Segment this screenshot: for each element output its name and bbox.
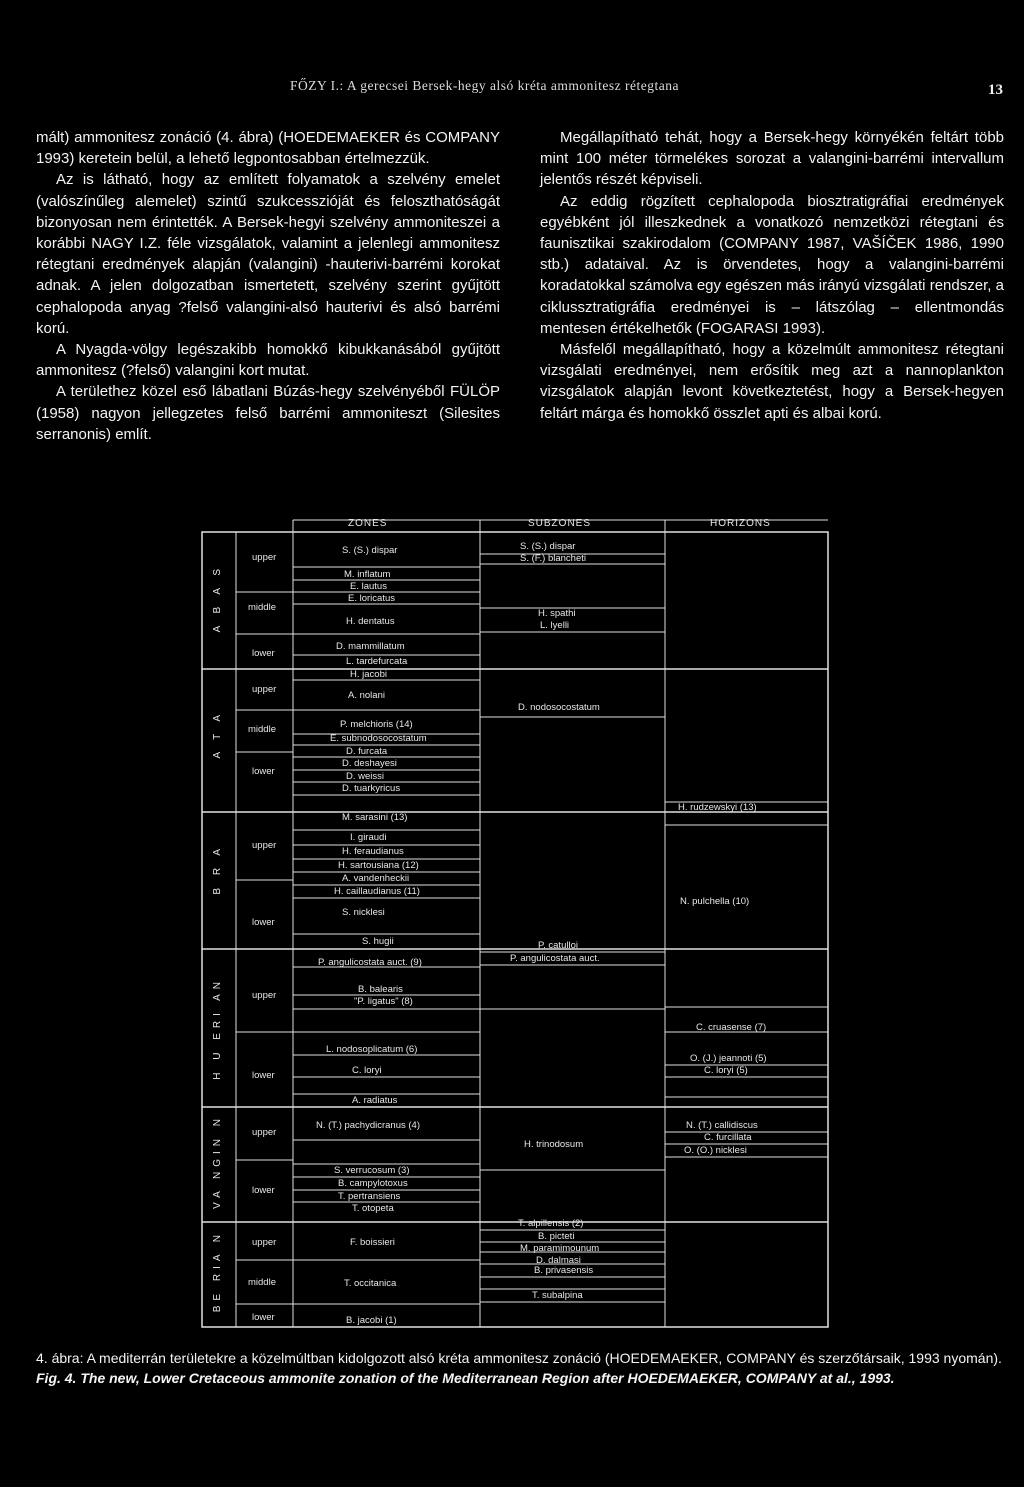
zone-label: D. furcata [346,746,388,757]
horizon-label: O. (O.) nicklesi [684,1145,747,1156]
paragraph: A Nyagda-völgy legészakibb homokkő kibukkanásából gyűjtött ammonitesz (?felső) valangini kort mutat. [36,341,500,380]
substage-label: upper [252,684,277,695]
paragraph: Megállapítható tehát, hogy a Bersek-hegy környékén feltárt több mint 100 méter törmelékes sorozat a valangini-barrémi intervallum jelentős részét képviseli. [540,129,1004,189]
column-header-horizons: HORIZONS [710,518,771,529]
zone-label: H. jacobi [350,669,387,680]
paragraph: A területhez közel eső lábatlani Búzás-hegy szelvényéből FÜLÖP (1958) nagyon jellegzetes felső barrémi ammoniteszt (Silesites serranonis) említ. [36,383,500,443]
stage-label: H U ERI AN [212,977,223,1080]
zone-label: L. tardefurcata [346,656,408,667]
substage-label: lower [252,917,275,928]
subzone-label: T. subalpina [532,1290,583,1301]
horizon-label: H. rudzewskyi (13) [678,802,757,813]
zone-label: F. boissieri [350,1237,395,1248]
subzone-label: D. nodosocostatum [518,702,600,713]
substage-label: lower [252,766,275,777]
substage-label: upper [252,990,277,1001]
paragraph: Az is látható, hogy az említett folyamatok a szelvény emelet (valószínűleg alemelet) szintű szukcesszióját és feloszthatóságát bizonyosan nem érintették. A Bersek-hegyi szelvény ammoniteszei a korábbi NAGY I.Z. féle vizsgálatok, valamint a jelenlegi ammonitesz rétegtani eredmények alapján (valangini) -hauterivi-barrémi korokat adnak. A jelen dolgozatban ismertetett, szelvény szerint gyűjtött cephalopoda anyag ?felső valangini-alsó hauterivi és alsó barrémi korú. [36,171,500,337]
column-header-zones: ZONES [348,518,388,529]
stage-label: BE RIA N [212,1230,223,1313]
subzone-label: P. catulloi [538,940,578,951]
caption-hungarian: 4. ábra: A mediterrán területekre a közelmúltban kidolgozott alsó kréta ammonitesz zonáció (HOEDEMAEKER, COMPANY és szerzőtársaik, 1993 nyomán). [36,1350,1002,1366]
zone-label: H. dentatus [346,616,395,627]
zone-label: T. occitanica [344,1278,397,1289]
subzone-label: H. spathi [538,608,576,619]
zone-label: P. melchioris (14) [340,719,413,730]
zonation-grid [202,512,832,1332]
zone-label: S. (S.) dispar [342,545,398,556]
left-text-column [36,127,500,445]
zone-label: D. weissi [346,771,385,782]
subzone-label: B. picteti [538,1231,575,1242]
zone-label: A. vandenheckii [342,873,410,884]
substage-label: upper [252,1127,277,1138]
horizon-label: C. loryi (5) [704,1065,748,1076]
paragraph: Az eddig rögzített cephalopoda biosztratigráfiai eredmények egyébként jól illeszkednek a vonatkozó nemzetközi rétegtani és faunisztikai szakirodalom (COMPANY 1987, VAŠÍČEK 1986, 1990 stb.) adataival. Az is örvendetes, hogy a valangini-barrémi koradatokkal számolva egy egészen más irányú vizsgálati rendszer, a ciklussztratigráfia eredményei is – látszólag – ellentmondás mentesen értékelhetők (FOGARASI 1993). [540,192,1004,337]
subzone-label: S. (F.) blancheti [520,553,586,564]
stage-label: VA NGIN N [212,1114,223,1209]
subzone-label: H. trinodosum [524,1139,584,1150]
figure-caption [36,1348,1006,1388]
zone-label: D. tuarkyricus [342,783,401,794]
horizon-label: N. (T.) callidiscus [686,1120,758,1131]
zone-label: A. radiatus [352,1095,398,1106]
zone-label: M. sarasini (13) [342,812,408,823]
zone-label: "P. ligatus" (8) [354,996,413,1007]
subzone-label: D. dalmasi [536,1255,581,1266]
zone-label: D. deshayesi [342,758,397,769]
zone-label: H. sartousiana (12) [338,860,419,871]
subzone-label: M. paramimounum [520,1243,600,1254]
horizon-label: C. furcillata [704,1132,752,1143]
stage-label: B R A [212,844,223,895]
subzone-label: B. privasensis [534,1265,594,1276]
substage-label: upper [252,840,277,851]
zone-label: H. feraudianus [342,846,404,857]
zone-label: N. (T.) pachydicranus (4) [316,1120,421,1131]
right-text-column [540,127,1004,424]
zone-label: M. inflatum [344,569,391,580]
zone-label: A. nolani [348,690,385,701]
zone-label: B. balearis [358,984,403,995]
paragraph: Másfelől megállapítható, hogy a közelmúlt ammonitesz rétegtani vizsgálati eredményei, nem erősítik meg azt a nannoplankton vizsgálatok alapján levont következtetést, hogy a Bersek-hegyen feltárt márga és homokkő összlet apti és albai korú. [540,341,1004,422]
zone-label: S. verrucosum (3) [334,1165,410,1176]
horizon-label: N. pulchella (10) [680,896,750,907]
substage-label: middle [248,602,276,613]
substage-label: lower [252,648,275,659]
caption-english: Fig. 4. The new, Lower Cretaceous ammonite zonation of the Mediterranean Region after HOEDEMAEKER, COMPANY at al., 1993. [36,1370,895,1386]
zone-label: S. nicklesi [342,907,385,918]
horizon-label: O. (J.) jeannoti (5) [690,1053,767,1064]
stage-label: A B A S [212,564,223,633]
zone-label: L. nodosoplicatum (6) [326,1044,418,1055]
substage-label: lower [252,1185,275,1196]
zone-label: C. loryi [352,1065,382,1076]
zone-label: I. giraudi [350,832,387,843]
zone-label: E. subnodosocostatum [330,733,427,744]
substage-label: upper [252,1237,277,1248]
horizon-label: C. cruasense (7) [696,1022,767,1033]
zone-label: D. mammillatum [336,641,405,652]
running-header: FŐZY I.: A gerecsei Bersek-hegy alsó kréta ammonitesz rétegtana [290,78,679,93]
zonation-figure [202,512,832,1332]
column-header-subzones: SUBZONES [528,518,592,529]
zone-label: T. pertransiens [338,1191,401,1202]
subzone-label: L. lyelli [540,620,570,631]
subzone-label: T. alpillensis (2) [518,1218,584,1229]
substage-label: lower [252,1070,275,1081]
subzone-label: S. (S.) dispar [520,541,576,552]
zone-label: B. campylotoxus [338,1178,408,1189]
subzone-label: P. angulicostata auct. [510,953,600,964]
zone-label: S. hugii [362,936,394,947]
zone-label: P. angulicostata auct. (9) [318,957,422,968]
zone-label: E. lautus [350,581,387,592]
zone-label: B. jacobi (1) [346,1315,397,1326]
stage-label: A T A [212,710,223,759]
zone-label: T. otopeta [352,1203,394,1214]
substage-label: middle [248,1277,276,1288]
paragraph: mált) ammonitesz zonáció (4. ábra) (HOEDEMAEKER és COMPANY 1993) keretein belül, a lehető legpontosabban értelmezzük. [36,129,500,168]
substage-label: upper [252,552,277,563]
zone-label: E. loricatus [348,593,395,604]
zone-label: H. caillaudianus (11) [334,886,420,897]
page-number: 13 [988,82,1003,98]
substage-label: lower [252,1312,275,1323]
substage-label: middle [248,724,276,735]
